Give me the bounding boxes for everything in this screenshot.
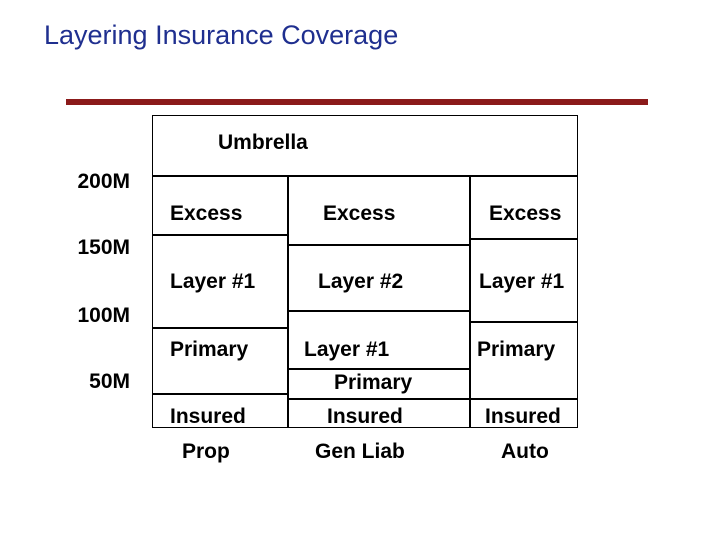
genliab-layer-divider [289,310,469,312]
genliab-layer1-label: Layer #1 [304,338,390,361]
genliab-layer1-divider [289,368,469,370]
auto-line-label: Auto [501,440,549,463]
auto-primary-divider [471,398,578,400]
prop-primary-divider [152,393,287,395]
prop-excess-label: Excess [170,202,243,225]
umbrella-divider [152,175,578,177]
y-label-100m: 100M [77,304,130,327]
genliab-primary-label: Primary [334,371,413,394]
genliab-excess-label: Excess [323,202,396,225]
genliab-primary-divider [289,398,469,400]
auto-insured-label: Insured [485,405,561,428]
title-underline [66,99,648,105]
auto-excess-label: Excess [489,202,562,225]
prop-primary-label: Primary [170,338,249,361]
prop-line-label: Prop [182,440,230,463]
page-title: Layering Insurance Coverage [44,20,399,50]
column-divider-2 [469,175,471,428]
genliab-layer2-label: Layer #2 [318,270,404,293]
prop-excess-divider [152,234,287,236]
y-label-150m: 150M [77,236,130,259]
prop-layer-label: Layer #1 [170,270,256,293]
genliab-insured-label: Insured [327,405,403,428]
prop-insured-label: Insured [170,405,246,428]
auto-layer-divider [471,321,578,323]
genliab-excess-divider [289,244,469,246]
auto-excess-divider [471,238,578,240]
y-label-200m: 200M [77,170,130,193]
prop-layer-divider [152,327,287,329]
auto-primary-label: Primary [477,338,556,361]
auto-layer-label: Layer #1 [479,270,565,293]
genliab-line-label: Gen Liab [315,440,405,463]
umbrella-label: Umbrella [218,131,308,154]
column-divider-1 [287,175,289,428]
y-label-50m: 50M [89,370,130,393]
